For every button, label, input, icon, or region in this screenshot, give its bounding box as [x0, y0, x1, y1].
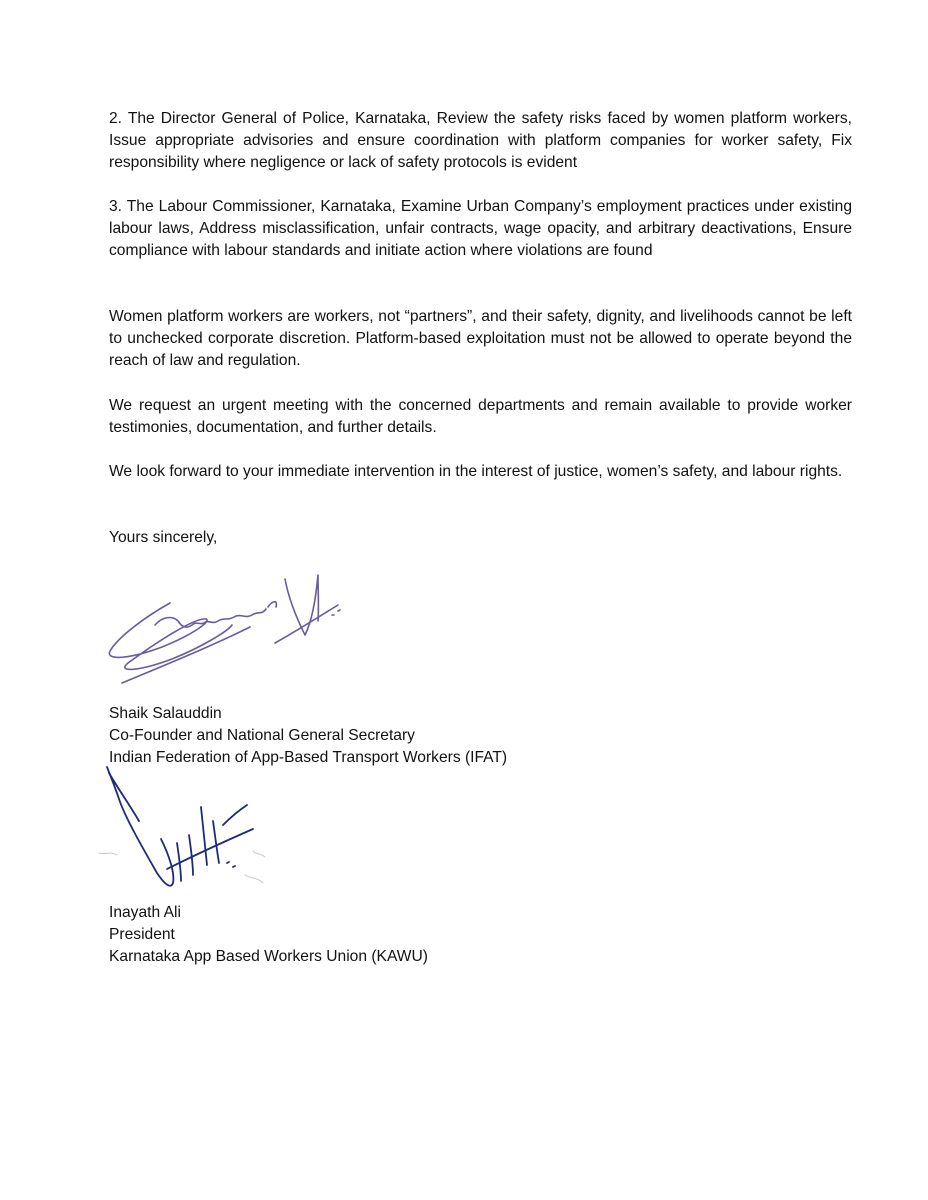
signatory-1-organization: Indian Federation of App-Based Transport Workers (IFAT) [109, 749, 508, 766]
paragraph-women-workers-statement: Women platform workers are workers, not “partners”, and their safety, dignity, and livelihoods cannot be left to unchecked corporate discretion. Platform-based exploitation must not be allowed to operate beyond the reach of law and regulation. [109, 308, 852, 369]
paragraph-labour-commissioner-demands: 3. The Labour Commissioner, Karnataka, Examine Urban Company’s employment practices under existing labour laws, Address misclassification, unfair contracts, wage opacity, and arbitrary deactivations, Ensure compliance with labour standards and initiate action where violations are found [109, 198, 852, 259]
paragraph-dgp-demands: 2. The Director General of Police, Karnataka, Review the safety risks faced by women platform workers, Issue appropriate advisories and ensure coordination with platform companies for worker safety, Fix responsibility where negligence or lack of safety protocols is evident [109, 110, 852, 171]
signatory-1-name: Shaik Salauddin [109, 705, 222, 722]
closing-salutation: Yours sincerely, [109, 529, 218, 546]
paragraph-intervention-request: We look forward to your immediate intervention in the interest of justice, women’s safety, and labour rights. [109, 463, 843, 480]
signatory-2-organization: Karnataka App Based Workers Union (KAWU) [109, 948, 428, 965]
signature-inayath-ali [95, 765, 285, 905]
signature-shaik-salauddin [100, 555, 360, 695]
signatory-2-title: President [109, 926, 175, 943]
paragraph-meeting-request: We request an urgent meeting with the concerned departments and remain available to provide worker testimonies, documentation, and further details. [109, 397, 852, 436]
signatory-1-title: Co-Founder and National General Secretary [109, 727, 415, 744]
signatory-2-name: Inayath Ali [109, 904, 181, 921]
